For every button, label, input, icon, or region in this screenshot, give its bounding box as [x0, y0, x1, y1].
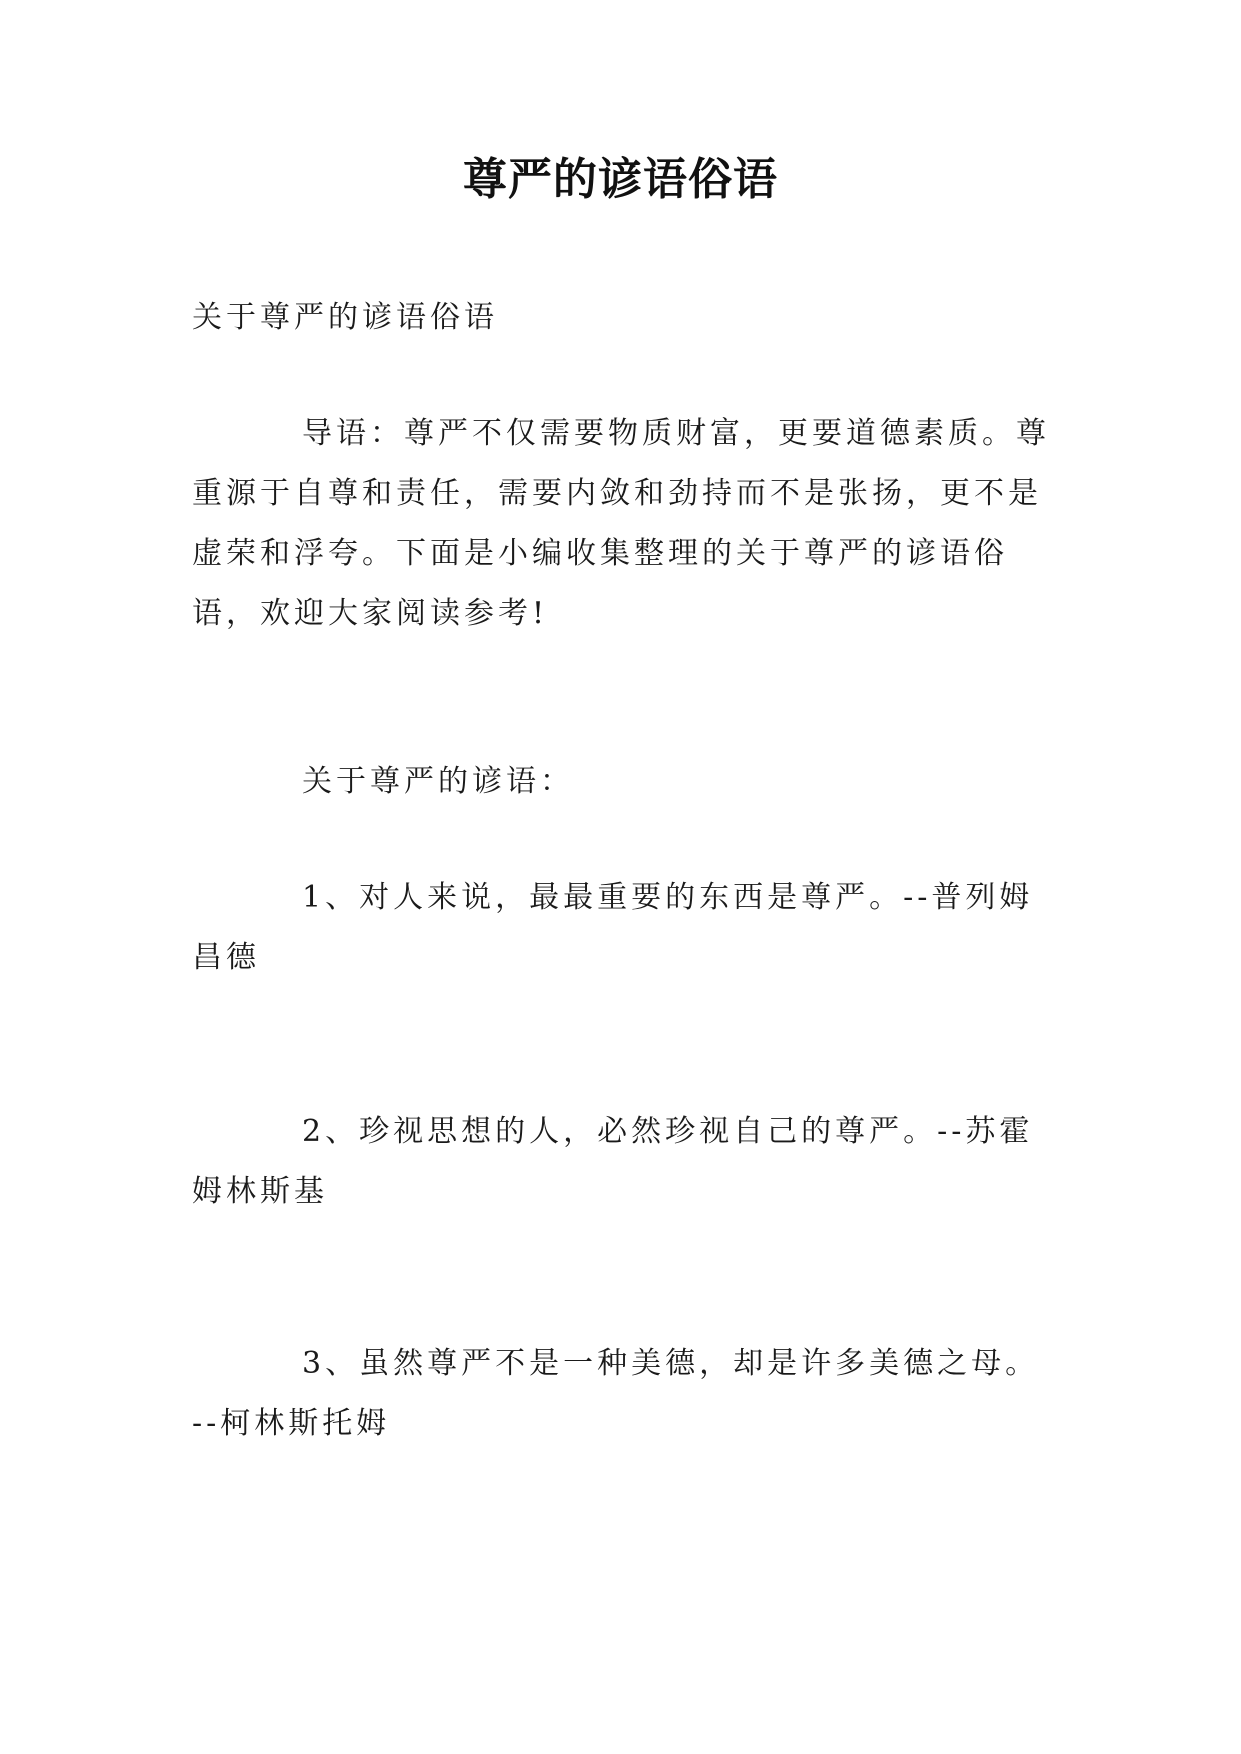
section-heading: 关于尊严的谚语： [302, 764, 574, 799]
document-title: 尊严的谚语俗语 [463, 154, 778, 205]
proverb-item: 3、虽然尊严不是一种美德，却是许多美德之母。--柯林斯托姆 [192, 1346, 1040, 1441]
document-subtitle: 关于尊严的谚语俗语 [192, 300, 498, 335]
proverb-item: 1、对人来说，最最重要的东西是尊严。--普列姆昌德 [192, 880, 1034, 975]
intro-paragraph: 导语：尊严不仅需要物质财富，更要道德素质。尊重源于自尊和责任，需要内敛和劲持而不是张扬，更不是虚荣和浮夸。下面是小编收集整理的关于尊严的谚语俗语，欢迎大家阅读参考! [192, 416, 1050, 631]
proverb-item: 2、珍视思想的人，必然珍视自己的尊严。--苏霍姆林斯基 [192, 1114, 1034, 1209]
